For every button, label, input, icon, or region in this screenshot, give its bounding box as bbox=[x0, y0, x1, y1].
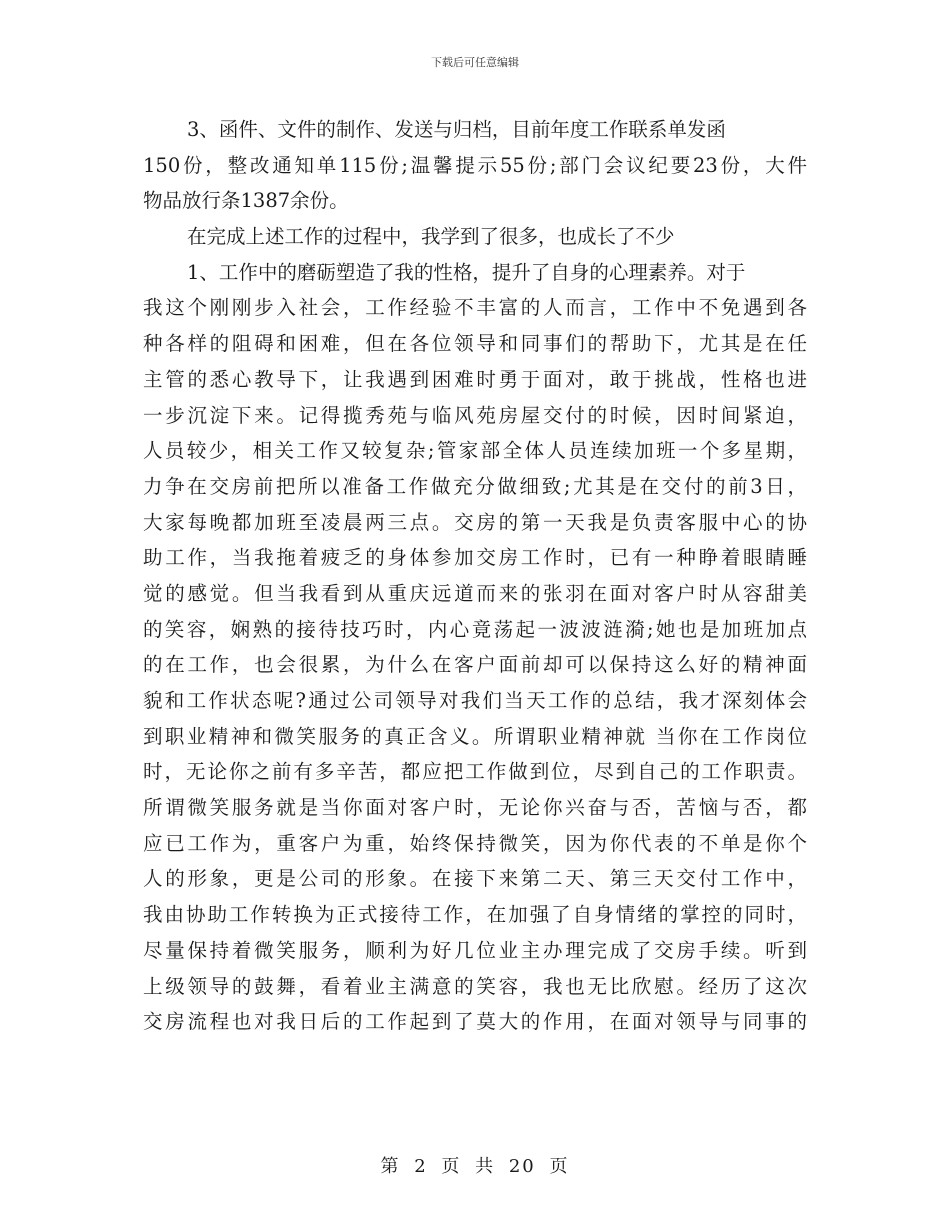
text-line: 应已工作为，重客户为重，始终保持微笑，因为你代表的不单是你个 bbox=[143, 831, 807, 855]
text-line: 大家每晚都加班至凌晨两三点。交房的第一天我是负责客服中心的协 bbox=[143, 510, 807, 534]
text-line: 的在工作，也会很累，为什么在客户面前却可以保持这么好的精神面 bbox=[143, 653, 807, 677]
text-line: 到职业精神和微笑服务的真正含义。所谓职业精神就 当你在工作岗位 bbox=[143, 724, 807, 748]
text-line: 貌和工作状态呢?通过公司领导对我们当天工作的总结，我才深刻体会 bbox=[143, 689, 807, 712]
text-line: 我这个刚刚步入社会，工作经验不丰富的人而言，工作中不免遇到各 bbox=[143, 296, 807, 320]
text-line: 我由协助工作转换为正式接待工作，在加强了自身情绪的掌控的同时， bbox=[143, 903, 807, 927]
text-line: 时，无论你之前有多辛苦，都应把工作做到位，尽到自己的工作职责。 bbox=[143, 760, 807, 784]
text-line: 1、工作中的磨砺塑造了我的性格，提升了自身的心理素养。对于 bbox=[187, 260, 746, 284]
text-line: 人的形象，更是公司的形象。在接下来第二天、第三天交付工作中， bbox=[143, 867, 807, 891]
text-line: 人员较少，相关工作又较复杂;管家部全体人员连续加班一个多星期， bbox=[143, 439, 807, 463]
text-line: 觉的感觉。但当我看到从重庆远道而来的张羽在面对客户时从容甜美 bbox=[143, 581, 807, 605]
text-line: 在完成上述工作的过程中，我学到了很多，也成长了不少 bbox=[187, 225, 675, 249]
text-line: 物品放行条1387余份。 bbox=[143, 189, 349, 213]
text-line: 交房流程也对我日后的工作起到了莫大的作用，在面对领导与同事的 bbox=[143, 1010, 807, 1034]
text-line: 一步沉淀下来。记得揽秀苑与临风苑房屋交付的时候，因时间紧迫， bbox=[143, 403, 807, 427]
text-line: 主管的悉心教导下，让我遇到困难时勇于面对，敢于挑战，性格也进 bbox=[143, 367, 807, 391]
text-line: 种各样的阻碍和困难，但在各位领导和同事们的帮助下，尤其是在任 bbox=[143, 332, 807, 356]
text-line: 的笑容，娴熟的接待技巧时，内心竟荡起一波波涟漪;她也是加班加点 bbox=[143, 617, 807, 641]
text-line: 助工作，当我拖着疲乏的身体参加交房工作时，已有一种睁着眼睛睡 bbox=[143, 546, 807, 570]
document-body bbox=[143, 112, 807, 1040]
page-number-footer: 第 2 页 共 20 页 bbox=[380, 1156, 570, 1177]
text-line: 力争在交房前把所以准备工作做充分做细致;尤其是在交付的前3日， bbox=[143, 474, 807, 498]
text-line: 上级领导的鼓舞，看着业主满意的笑容，我也无比欣慰。经历了这次 bbox=[143, 974, 807, 998]
page-header: 下载后可任意编辑 bbox=[431, 56, 519, 69]
text-line: 3、函件、文件的制作、发送与归档，目前年度工作联系单发函 bbox=[187, 118, 726, 141]
text-line: 尽量保持着微笑服务，顺利为好几位业主办理完成了交房手续。听到 bbox=[143, 938, 807, 962]
text-line: 所谓微笑服务就是当你面对客户时，无论你兴奋与否，苦恼与否，都 bbox=[143, 796, 807, 820]
text-line: 150份，整改通知单115份;温馨提示55份;部门会议纪要23份，大件 bbox=[143, 153, 807, 177]
